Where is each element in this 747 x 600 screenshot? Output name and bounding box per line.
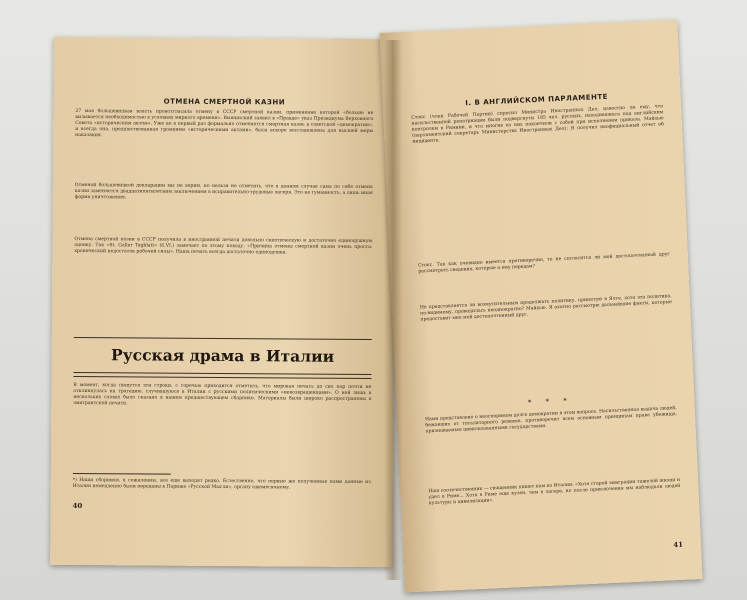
right-paragraph-3: Не представляется ли возмутительным продолжать политику, принятую в Ялте, хотя эта политика, по-видимому, проводилась неоднократно? Майхью. Я охотно рассмотрю дальнейшие факты, которые предоставит мне мой достопочтенный друг. [419,294,673,323]
right-paragraph-2: Стокс. Так как очевидно имеется противоречие, то не согласится ли мой достопочтенный друг рассмотреть сведения, которые я ему передам? [417,252,670,275]
right-paragraph-4: Нами представлено о неоспоримом долге демократии в этом вопросе. Насильственная выдача людей, бежавших от тоталитарного режима, противоречит всем основным принципам права убежища, признаваемым цивилизованными государствами. [424,405,678,435]
title-rule-top [74,337,372,340]
title-rule-bottom [73,372,371,379]
right-page-heading: I. В АНГЛИЙСКОМ ПАРЛАМЕНТЕ [465,92,609,108]
section-title: Русская драма в Италии [111,345,335,366]
left-page [50,37,396,567]
left-paragraph-3: Отмена смертной казни в СССР получила в иностранной печати довольно скептическую и достаточно единодушную оценку. Так «St. Galler Tagblatt» (6.VI.) замечает по этому поводу: «Причина отмены смертной казни очень проста: хронический недостаток рабочей силы». Наша печать всегда достаточно единодушна. [74,236,373,256]
right-page-number: 41 [673,539,684,550]
right-paragraph-5: Наш соотечественник — священник пишет нам из Италии: «Хотя старой эмиграции тяжелой жизни и удел в Риме... Хотя в Риме еще кузен, чем в лагере, но после приключения мы наблюдали людей культуры и цивилизации». [428,477,681,507]
left-page-number: 40 [72,500,83,511]
footnote-rule [73,473,171,475]
book-gutter [384,40,402,580]
right-paragraph-1: Стокс (член Рабочей Партии) спросил Министра Иностранных Дел, известно ли ему, что насильственной репатриации были подвергнуты 185 чел. русских, находившихся под английским контролем в Римини, и что многие из них покончили с собой при исполнении приказа. Майхью (парламентский секретарь Министерства Иностранных Дел): Я получил неофициальный отчет об инциденте. [411,104,665,145]
left-paragraph-2: Отменой большевицкой декларации мы не верим, но нельзя не отметить, что в данном случае сама по себе отмена казни заменяется двадцатипятилетним заключением в исправительно-трудовые лагеря. Это не гуманность, а лишь иная форма уничтожения. [74,182,373,201]
right-page [379,20,702,593]
footnote: *) Наши сборники, к сожалению, все еще выходят редко. Естественно, что первые же полученные нами данные из Италии немедленно были переданы в Париже «Русской Мысли», органу ежемесячному. [72,477,371,491]
left-paragraph-1: 27 мая большевицкая власть провозгласила отмену в СССР смертной казни, применение которой «больше не вызывается необходимостью в условиях мирного времени». Вышинский заявил в «Правде» указ Президиума Верховного Совета «историческим актом». Уже не в первый раз формально отменяется смертная казнь в советской «демократии», и всегда она, предшествованная громкими «историческими актами», была вскоре восстановлена для высшей меры наказания. [75,108,374,138]
section-separator: * * * [527,396,573,407]
left-paragraph-4: В момент, когда пишутся эти строки, с горечью приходится отметить, что мировая печать до сих пор почти не откликнулась на трагедию, случившуюся в Италии с русскими политическими «невозвращенцами». О ней лишь в нескольких словах было сказано в нашем предшествующем сборнике. Материалы были широко распространены в эмигрантской печати. [73,382,372,407]
left-page-heading: ОТМЕНА СМЕРТНОЙ КАЗНИ [163,97,286,107]
